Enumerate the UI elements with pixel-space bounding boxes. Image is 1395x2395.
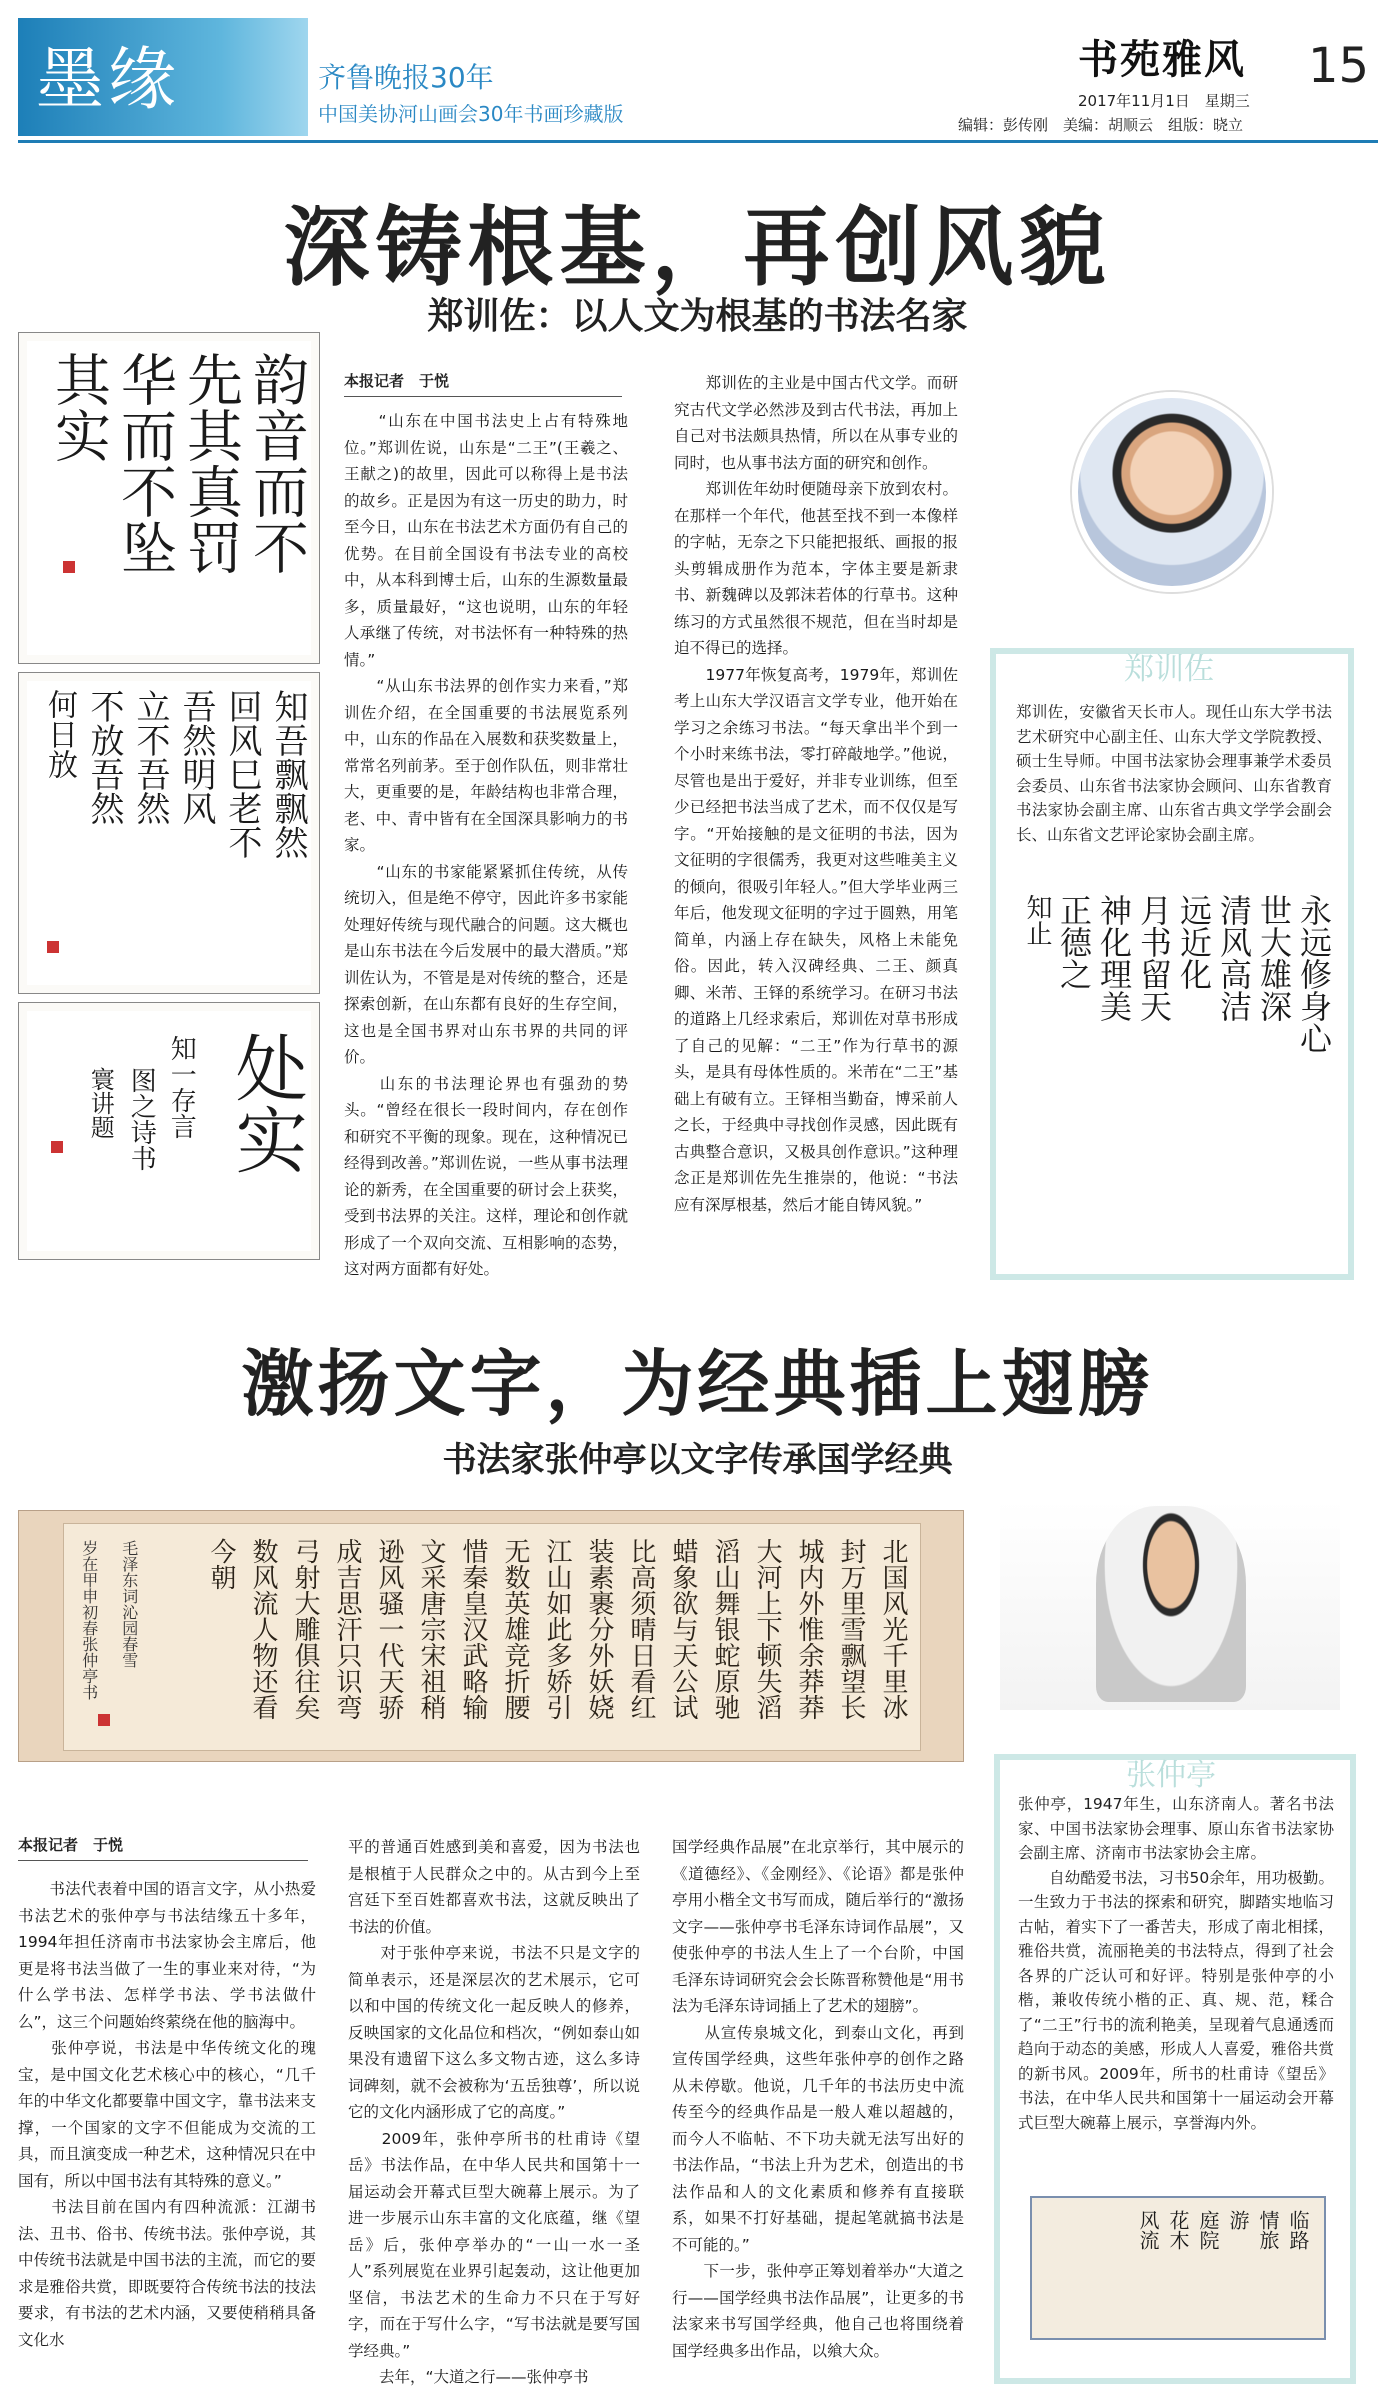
small-work-columns [1032,2198,1324,2338]
bio-text: 郑训佐，安徽省天长市人。现任山东大学书法艺术研究中心副主任、山东大学文学院教授、硕士生导师。中国书法家协会理事兼学术委员会委员、山东省书法家协会顾问、山东省教育书法家协会副主席、山东省古典文学学会副会长、山东省文艺评论家协会副主席。 [1016,703,1332,844]
bio-text: 张仲亭，1947年生，山东济南人。著名书法家、中国书法家协会理事、原山东省书法家协会副主席、济南市书法家协会主席。 自幼酷爱书法，习书50余年，用功极勤。一生致力于书法的探索和研究，脚踏实地临习古帖，着实下了一番苦夫，形成了南北相揉，雅俗共赏，流丽艳美的书法特点，得到了社会各界的广泛认可和好评。特别是张仲亭的小楷，兼收传统小楷的正、真、规、范，糅合了“二王”行书的流利艳美，呈现着气息通透而趋向于动态的美感，形成人人喜爱，雅俗共赏的新书风。2009年，所书的杜甫诗《望岳》书法，在中华人民共和国第十一届运动会开幕式巨型大碗幕上展示，享誉海内外。 [1018,1795,1334,2132]
bio-name-watermark: 郑训佐 [1124,652,1214,687]
poem-column: 装素裹分外妖娆 [584,1538,614,1720]
portrait-photo [1096,1506,1246,1702]
portrait-photo-area [1000,1500,1340,1710]
poem-column: 比高须晴日看红 [626,1538,656,1720]
poem-column: 江山如此多娇引 [542,1538,572,1720]
calligraphy-scroll [18,1510,964,1762]
calligraphy-text: 知一存言 [166,1035,197,1139]
article2-headline: 激扬文字，为经典插上翅膀 [241,1342,1154,1426]
byline-rule [344,396,622,397]
poem-columns [64,1524,920,1750]
poem-signature: 岁在甲申初春张仲亭书 [79,1540,99,1700]
calligraphy-work-1 [18,332,320,664]
poem-column: 数风流人物还看 [248,1538,278,1720]
poem-column: 滔山舞银蛇原驰 [710,1538,740,1720]
supplement-title: 齐鲁晚报30年 [318,61,494,94]
calligraphy-text: 其实 [46,351,111,463]
calligraphy-work-4 [1014,894,1334,1264]
section-name: 书苑雅风 [1078,37,1246,83]
article2-byline: 本报记者 于悦 [18,1836,124,1854]
article2-column-1: 书法代表着中国的语言文字，从小热爱书法艺术的张仲亭与书法结缘五十多年，1994年担任济南市书法家协会主席后，他更是将书法当做了一生的事业来对待，“为什么学书法、怎样学书法、学书法做什么”，这三个问题始终萦绕在他的脑海中。 张仲亭说，书法是中华传统文化的瑰宝，是中国文化艺术核心中的核心，“几千年的中华文化都要靠中国文字，靠书法来支撑，一个国家的文字不但能成为交流的工具，而且演变成一种艺术，这种情况只在中国有，所以中国书法有其特殊的意义。” 书法目前在国内有四种流派：江湖书法、丑书、俗书、传统书法。张仲亭说，其中传统书法就是中国书法的主流，而它的要求是雅俗共赏，即既要符合传统书法的技法要求，有书法的艺术内涵，又要使稍稍具备文化水 [18,1880,316,2349]
calligraphy-text: 不放吾然 [84,689,124,825]
small-work-column: 临路 [1286,2210,1310,2250]
calligraphy-text: 世大雄深 [1255,894,1293,1022]
calligraphy-text: 神化理美 [1095,894,1133,1022]
article1-subheadline: 郑训佐：以人文为根基的书法名家 [427,296,968,337]
poem-column: 蜡象欲与天公试 [668,1538,698,1720]
calligraphy-text: 立不吾然 [130,689,170,825]
page-number: 15 [1308,38,1370,94]
seal-stamp [47,941,59,953]
poem-column: 惜秦皇汉武略输 [458,1538,488,1720]
poem-column: 无数英雄竞折腰 [500,1538,530,1720]
calligraphy-work-small [1030,2196,1326,2340]
calligraphy-text: 处实 [223,1031,308,1175]
poem-column: 文采唐宗宋祖稍 [416,1538,446,1720]
calligraphy-text: 知止 [1022,894,1052,946]
issue-date: 2017年11月1日 星期三 [1078,92,1250,110]
calligraphy-text: 回风巳老不 [222,689,262,859]
calligraphy-text: 先其真罚 [178,351,243,575]
calligraphy-text: 华而不坠 [112,351,177,575]
calligraphy-text: 图之诗书 [126,1067,157,1171]
small-work-column: 花木 [1166,2210,1190,2250]
page-header [18,18,1378,136]
seal-stamp [51,1141,63,1153]
poem-column: 今朝 [206,1538,236,1590]
small-work-column: 情旅 [1256,2210,1280,2250]
article1-column-2: 郑训佐的主业是中国古代文学。而研究古代文学必然涉及到古代书法，再加上自己对书法颇具热情，所以在从事专业的同时，也从事书法方面的研究和创作。 郑训佐年幼时便随母亲下放到农村。在那样一个年代，他甚至找不到一本像样的字帖，无奈之下只能把报纸、画报的报头剪辑成册作为范本，字体主要是新隶书、新魏碑以及郭沫若体的行草书。这种练习的方式虽然很不规范，但在当时却是迫不得已的选择。 1977年恢复高考，1979年，郑训佐考上山东大学汉语言文学专业，他开始在学习之余练习书法。“每天拿出半个到一个小时来练书法，零打碎敲地学。”他说，尽管也是出于爱好，并非专业训练，但至少已经把书法当成了艺术，而不仅仅是写字。“开始接触的是文征明的书法，因为文征明的字很儒秀，我更对这些唯美主义的倾向，很吸引年轻人。”但大学毕业两三年后，他发现文征明的字过于圆熟，用笔简单，内涵上存在缺失，风格上未能免俗。因此，转入汉碑经典、二王、颜真卿、米芾、王铎的系统学习。在研习书法的道路上几经求索后，郑训佐对草书形成了自己的见解：“二王”作为行草书的源头，是具有母体性质的。米芾在“二王”基础上有破有立。王铎相当勤奋，博采前人之长，于经典中寻找创作灵感，因此既有古典整合意识，又极具创作意识。”这种理念正是郑训佐先生推崇的，他说：“书法应有深厚根基，然后才能自铸风貌。” [674,374,958,1214]
calligraphy-text: 正德之 [1055,894,1093,990]
calligraphy-text: 月书留天 [1135,894,1173,1022]
supplement-subtitle: 中国美协河山画会30年书画珍藏版 [318,102,624,126]
poem-column: 封万里雪飘望长 [836,1538,866,1720]
poem-column: 成吉思汗只识弯 [332,1538,362,1720]
calligraphy-work-3 [18,1002,320,1260]
scroll-paper [63,1523,921,1751]
logo-banner [18,18,308,136]
small-work-column: 风流 [1136,2210,1160,2250]
bio-name-watermark: 张仲亭 [1126,1758,1216,1793]
logo: 墨缘 [36,41,181,120]
article2-subheadline: 书法家张仲亭以文字传承国学经典 [442,1440,953,1480]
seal-stamp [98,1714,110,1726]
calligraphy-text: 永远修身心 [1295,894,1333,1054]
calligraphy-text: 寰讲题 [86,1067,115,1139]
poem-column: 城内外惟余莽莽 [794,1538,824,1720]
small-work-column: 庭院 [1196,2210,1220,2250]
calligraphy-work-2 [18,672,320,994]
bio-box [990,648,1354,1280]
bio-box [994,1754,1356,2384]
header-divider [18,140,1378,143]
seal-stamp [63,561,75,573]
poem-column: 北国风光千里冰 [878,1538,908,1720]
article2-column-3: 国学经典作品展”在北京举行，其中展示的《道德经》、《金刚经》、《论语》都是张仲亭用小楷全文书写而成，随后举行的“激扬文字——张仲亭书毛泽东诗词作品展”，又使张仲亭的书法人生上了一个台阶，中国毛泽东诗词研究会会长陈晋称赞他是“用书法为毛泽东诗词插上了艺术的翅膀”。 从宣传泉城文化，到泰山文化，再到宣传国学经典，这些年张仲亭的创作之路从未停歇。他说，几千年的书法历史中流传至今的经典作品是一般人难以超越的，而今人不临帖、不下功夫就无法写出好的书法作品，“书法上升为艺术，创造出的书法作品和人的文化素质和修养有直接联系，如果不打好基础，提起笔就搞书法是不可能的。” 下一步，张仲亭正筹划着举办“大道之行——国学经典书法作品展”，让更多的书法家来书写国学经典，他自己也将围绕着国学经典多出作品，以飨大众。 [672,1838,964,2360]
portrait-photo [1072,392,1272,592]
poem-column: 大河上下顿失滔 [752,1538,782,1720]
article1-column-1: “山东在中国书法史上占有特殊地位。”郑训佐说，山东是“二王”(王羲之、王献之)的故里，因此可以称得上是书法的故乡。正是因为有这一历史的助力，时至今日，山东在书法艺术方面仍有自己的优势。在目前全国设有书法专业的高校中，从本科到博士后，山东的生源数量最多，质量最好，“这也说明，山东的年轻人承继了传统，对书法怀有一种特殊的热情。” “从山东书法界的创作实力来看，”郑训佐介绍，在全国重要的书法展览系列中，山东的作品在入展数和获奖数量上，常常名列前茅。至于创作队伍，则非常壮大，更重要的是，年龄结构也非常合理，老、中、青中皆有在全国深具影响力的书家。 “山东的书家能紧紧抓住传统，从传统切入，但是绝不停守，因此许多书家能处理好传统与现代融合的问题。这大概也是山东书法在今后发展中的最大潜质。”郑训佐认为，不管是是对传统的整合，还是探索创新，在山东都有良好的生存空间，这也是全国书界对山东书界的共同的评价。 山东的书法理论界也有强劲的势头。“曾经在很长一段时间内，存在创作和研究不平衡的现象。现在，这种情况已经得到改善。”郑训佐说，一些从事书法理论的新秀，在全国重要的研讨会上获奖，受到书法界的关注。这样，理论和创作就形成了一个双向交流、互相影响的态势，这对两方面都有好处。 [344,412,628,1278]
calligraphy-text: 知吾飘飘然 [268,689,308,859]
article1-headline: 深铸根基，再创风貌 [283,198,1112,298]
calligraphy-text: 远近化 [1175,894,1213,990]
poem-title: 毛泽东词沁园春雪 [119,1540,139,1668]
calligraphy-text: 韵音而不 [244,351,309,575]
poem-column: 逊风骚一代天骄 [374,1538,404,1720]
calligraphy-text: 清风高洁 [1215,894,1253,1022]
article1-byline: 本报记者 于悦 [344,372,450,390]
small-work-column: 游 [1226,2210,1250,2230]
editor-credits: 编辑：彭传刚 美编：胡顺云 组版：晓立 [958,116,1244,134]
calligraphy-text: 吾然明风 [176,689,216,825]
calligraphy-text: 何日放 [42,689,77,779]
article2-column-2: 平的普通百姓感到美和喜爱，因为书法也是根植于人民群众之中的。从古到今上至宫廷下至百姓都喜欢书法，这就反映出了书法的价值。 对于张仲亭来说，书法不只是文字的简单表示，还是深层次的艺术展示，它可以和中国的传统文化一起反映人的修养，反映国家的文化品位和档次，“例如泰山如果没有遗留下这么多文物古迹，这么多诗词碑刻，就不会被称为‘五岳独尊’，所以说它的文化内涵形成了它的高度。” 2009年，张仲亭所书的杜甫诗《望岳》书法作品，在中华人民共和国第十一届运动会开幕式巨型大碗幕上展示。为了进一步展示山东丰富的文化底蕴，继《望岳》后，张仲亭举办的“一山一水一圣人”系列展览在业界引起轰动，这让他更加坚信，书法艺术的生命力不只在于写好字，而在于写什么字，“写书法就是要写国学经典。” 去年，“大道之行——张仲亭书 [348,1838,640,2386]
poem-column: 弓射大雕俱往矣 [290,1538,320,1720]
byline-rule [18,1860,308,1861]
